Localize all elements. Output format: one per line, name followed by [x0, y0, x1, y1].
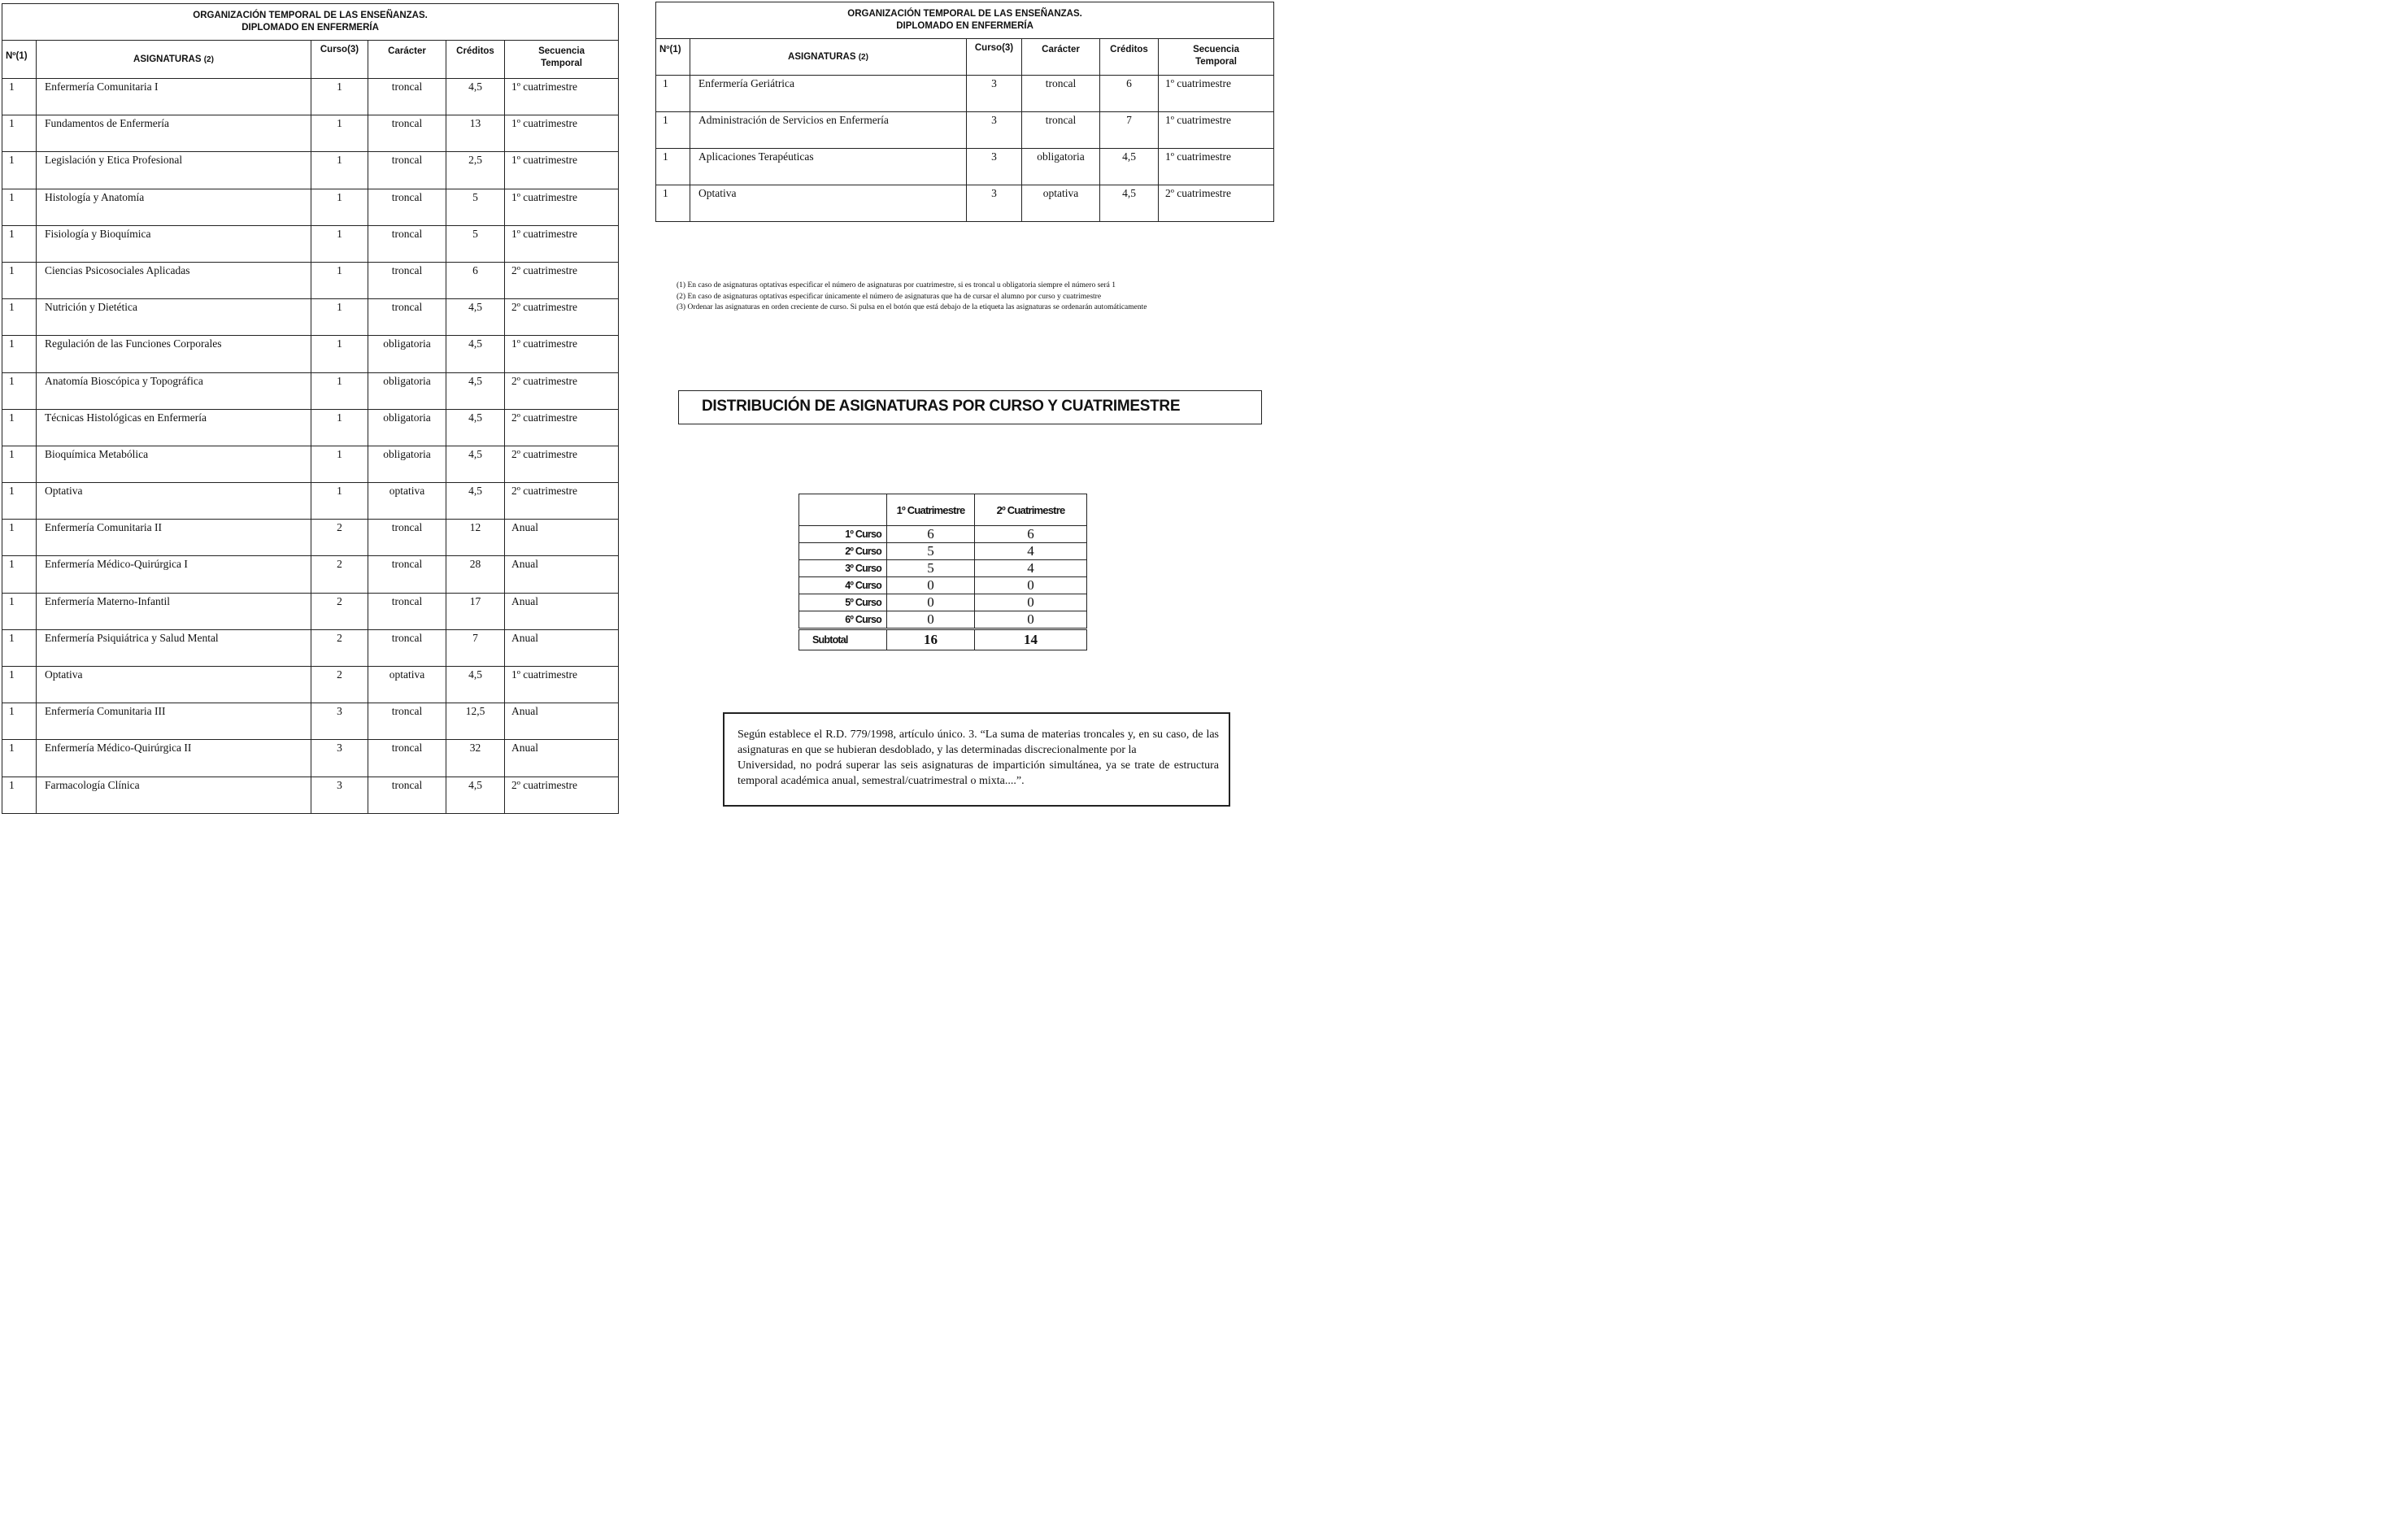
- table-row: [2, 79, 619, 115]
- quote-paragraph-1: Según establece el R.D. 779/1998, artículo único. 3. “La suma de materias troncales y, en su caso, de las asignaturas en que se hubieran desdoblado, y las determinadas discrecionalmente por la: [738, 729, 1219, 756]
- subject-type: troncal: [368, 556, 446, 593]
- credits: 13: [446, 115, 505, 152]
- footnote-1: (1) En caso de asignaturas optativas especificar el número de asignaturas por cuatrimestre, si es troncal u obligatoria siempre el número será 1: [677, 281, 1116, 289]
- course-year: 1: [311, 409, 368, 446]
- course-label: 1º Curso: [799, 526, 887, 543]
- course-year: 1: [311, 262, 368, 298]
- temporal-sequence: 2º cuatrimestre: [505, 446, 619, 482]
- header-secuencia: Secuencia Temporal: [1159, 39, 1274, 76]
- row-number: 1: [2, 409, 37, 446]
- table-row: [2, 483, 619, 520]
- subject-type: troncal: [1022, 112, 1100, 149]
- temporal-sequence: 1º cuatrimestre: [1159, 112, 1274, 149]
- course-year: 3: [967, 149, 1022, 185]
- temporal-sequence: 1º cuatrimestre: [505, 667, 619, 703]
- temporal-sequence: 1º cuatrimestre: [505, 336, 619, 372]
- table-row: [2, 740, 619, 777]
- row-number: 1: [2, 556, 37, 593]
- course-label: 2º Curso: [799, 543, 887, 560]
- row-number: 1: [2, 79, 37, 115]
- subject-type: obligatoria: [368, 372, 446, 409]
- distribution-title: DISTRIBUCIÓN DE ASIGNATURAS POR CURSO Y CUATRIMESTRE: [702, 398, 1181, 415]
- subject-type: obligatoria: [1022, 149, 1100, 185]
- subject-name: Optativa: [37, 483, 311, 520]
- course-year: 2: [311, 556, 368, 593]
- subject-type: optativa: [368, 483, 446, 520]
- subject-name: Histología y Anatomía: [37, 189, 311, 225]
- row-number: 1: [2, 629, 37, 666]
- credits: 5: [446, 189, 505, 225]
- table-row: [2, 409, 619, 446]
- legal-quote-box: [723, 712, 1230, 807]
- credits: 6: [446, 262, 505, 298]
- table-row: [2, 225, 619, 262]
- count-2-cuatrimestre: 0: [975, 577, 1087, 594]
- distribution-table: [798, 494, 1087, 650]
- temporal-sequence: Anual: [505, 629, 619, 666]
- subject-name: Anatomía Bioscópica y Topográfica: [37, 372, 311, 409]
- header-num: Nº(1): [2, 41, 37, 79]
- table-row: [2, 336, 619, 372]
- distribution-body: [799, 526, 1087, 629]
- temporal-sequence: Anual: [505, 703, 619, 740]
- table-title-line-2: DIPLOMADO EN ENFERMERÍA: [242, 23, 379, 33]
- course-year: 1: [311, 446, 368, 482]
- credits: 12: [446, 520, 505, 556]
- table-row: [656, 149, 1274, 185]
- temporal-sequence: 2º cuatrimestre: [505, 483, 619, 520]
- table-row: [2, 189, 619, 225]
- table-title-line-1: ORGANIZACIÓN TEMPORAL DE LAS ENSEÑANZAS.: [847, 9, 1082, 19]
- count-2-cuatrimestre: 0: [975, 594, 1087, 611]
- credits: 4,5: [1100, 185, 1159, 222]
- row-number: 1: [2, 225, 37, 262]
- distribution-corner: [799, 494, 887, 526]
- table-row: [2, 629, 619, 666]
- course-year: 3: [311, 777, 368, 813]
- temporal-sequence: 2º cuatrimestre: [505, 262, 619, 298]
- header-2-cuatrimestre: 2º Cuatrimestre: [975, 494, 1087, 526]
- subject-type: troncal: [368, 262, 446, 298]
- table-row: [2, 152, 619, 189]
- credits: 4,5: [446, 79, 505, 115]
- temporal-sequence: 2º cuatrimestre: [1159, 185, 1274, 222]
- subject-name: Ciencias Psicosociales Aplicadas: [37, 262, 311, 298]
- credits: 6: [1100, 76, 1159, 112]
- table-row: [2, 520, 619, 556]
- course-year: 1: [311, 189, 368, 225]
- subject-name: Enfermería Psiquiátrica y Salud Mental: [37, 629, 311, 666]
- course-label: 3º Curso: [799, 560, 887, 577]
- table-row: [2, 556, 619, 593]
- distribution-title-box: [678, 390, 1262, 424]
- credits: 2,5: [446, 152, 505, 189]
- temporal-sequence: 1º cuatrimestre: [505, 225, 619, 262]
- temporal-sequence: 1º cuatrimestre: [505, 115, 619, 152]
- subject-name: Técnicas Histológicas en Enfermería: [37, 409, 311, 446]
- credits: 4,5: [1100, 149, 1159, 185]
- temporal-sequence: 1º cuatrimestre: [505, 79, 619, 115]
- header-curso: Curso(3): [311, 41, 368, 79]
- row-number: 1: [2, 777, 37, 813]
- row-number: 1: [656, 185, 690, 222]
- count-1-cuatrimestre: 5: [887, 560, 975, 577]
- course-year: 1: [311, 115, 368, 152]
- header-1-cuatrimestre: 1º Cuatrimestre: [887, 494, 975, 526]
- subject-name: Farmacología Clínica: [37, 777, 311, 813]
- left-table-body: [2, 79, 619, 814]
- header-creditos: Créditos: [446, 41, 505, 79]
- count-2-cuatrimestre: 6: [975, 526, 1087, 543]
- course-year: 3: [967, 112, 1022, 149]
- row-number: 1: [2, 299, 37, 336]
- subject-type: troncal: [368, 115, 446, 152]
- count-1-cuatrimestre: 0: [887, 611, 975, 629]
- row-number: 1: [656, 112, 690, 149]
- subject-type: troncal: [368, 777, 446, 813]
- header-num: Nº(1): [656, 39, 690, 76]
- count-1-cuatrimestre: 6: [887, 526, 975, 543]
- table-row: [656, 112, 1274, 149]
- subject-name: Nutrición y Dietética: [37, 299, 311, 336]
- subject-name: Enfermería Comunitaria II: [37, 520, 311, 556]
- table-title-line-1: ORGANIZACIÓN TEMPORAL DE LAS ENSEÑANZAS.: [193, 11, 428, 20]
- temporal-sequence: 1º cuatrimestre: [505, 152, 619, 189]
- course-label: 4º Curso: [799, 577, 887, 594]
- right-table-body: [656, 76, 1274, 222]
- header-caracter: Carácter: [368, 41, 446, 79]
- header-asignaturas: ASIGNATURAS (2): [690, 39, 967, 76]
- subject-name: Fisiología y Bioquímica: [37, 225, 311, 262]
- table-row: [2, 115, 619, 152]
- row-number: 1: [2, 667, 37, 703]
- subject-name: Enfermería Médico-Quirúrgica I: [37, 556, 311, 593]
- subject-name: Enfermería Materno-Infantil: [37, 593, 311, 629]
- subtotal-label: Subtotal: [799, 629, 887, 650]
- header-asignaturas: ASIGNATURAS (2): [37, 41, 311, 79]
- subject-type: obligatoria: [368, 446, 446, 482]
- credits: 4,5: [446, 667, 505, 703]
- credits: 7: [1100, 112, 1159, 149]
- course-year: 1: [311, 483, 368, 520]
- course-label: 5º Curso: [799, 594, 887, 611]
- subject-name: Aplicaciones Terapéuticas: [690, 149, 967, 185]
- course-year: 2: [311, 520, 368, 556]
- row-number: 1: [2, 115, 37, 152]
- subtotal-row: [799, 629, 1087, 650]
- subtotal-1-cuatrimestre: 16: [887, 629, 975, 650]
- distribution-row: [799, 611, 1087, 629]
- table-row: [2, 446, 619, 482]
- subject-type: troncal: [368, 189, 446, 225]
- subject-type: troncal: [368, 593, 446, 629]
- right-organization-table: [655, 2, 1274, 222]
- credits: 4,5: [446, 446, 505, 482]
- credits: 4,5: [446, 299, 505, 336]
- subject-type: troncal: [368, 629, 446, 666]
- credits: 32: [446, 740, 505, 777]
- distribution-row: [799, 594, 1087, 611]
- count-1-cuatrimestre: 0: [887, 594, 975, 611]
- row-number: 1: [2, 446, 37, 482]
- temporal-sequence: 2º cuatrimestre: [505, 409, 619, 446]
- credits: 28: [446, 556, 505, 593]
- credits: 5: [446, 225, 505, 262]
- subject-type: troncal: [368, 152, 446, 189]
- subject-type: troncal: [368, 520, 446, 556]
- distribution-row: [799, 526, 1087, 543]
- subject-name: Enfermería Geriátrica: [690, 76, 967, 112]
- course-year: 1: [311, 372, 368, 409]
- row-number: 1: [2, 703, 37, 740]
- temporal-sequence: 2º cuatrimestre: [505, 372, 619, 409]
- temporal-sequence: 1º cuatrimestre: [505, 189, 619, 225]
- subject-type: troncal: [1022, 76, 1100, 112]
- subject-name: Bioquímica Metabólica: [37, 446, 311, 482]
- credits: 7: [446, 629, 505, 666]
- table-row: [2, 593, 619, 629]
- footnotes: [677, 281, 1262, 314]
- table-row: [2, 777, 619, 813]
- subject-name: Optativa: [37, 667, 311, 703]
- course-label: 6º Curso: [799, 611, 887, 629]
- table-row: [2, 703, 619, 740]
- course-year: 2: [311, 593, 368, 629]
- header-secuencia: Secuencia Temporal: [505, 41, 619, 79]
- subject-type: obligatoria: [368, 336, 446, 372]
- temporal-sequence: Anual: [505, 593, 619, 629]
- row-number: 1: [2, 740, 37, 777]
- table-title: [656, 2, 1274, 39]
- course-year: 1: [311, 225, 368, 262]
- course-year: 1: [311, 152, 368, 189]
- table-row: [656, 185, 1274, 222]
- subject-type: optativa: [1022, 185, 1100, 222]
- subject-type: obligatoria: [368, 409, 446, 446]
- temporal-sequence: Anual: [505, 556, 619, 593]
- credits: 4,5: [446, 409, 505, 446]
- left-organization-table: [2, 3, 619, 814]
- table-row: [2, 299, 619, 336]
- credits: 4,5: [446, 483, 505, 520]
- subject-type: troncal: [368, 299, 446, 336]
- footnote-2: (2) En caso de asignaturas optativas especificar únicamente el número de asignaturas que ha de cursar el alumno por curso y cuatrimestre: [677, 292, 1102, 301]
- table-title-line-2: DIPLOMADO EN ENFERMERÍA: [896, 21, 1033, 31]
- row-number: 1: [2, 262, 37, 298]
- row-number: 1: [2, 372, 37, 409]
- subject-type: troncal: [368, 740, 446, 777]
- row-number: 1: [656, 76, 690, 112]
- table-row: [2, 372, 619, 409]
- temporal-sequence: 2º cuatrimestre: [505, 299, 619, 336]
- subject-name: Enfermería Comunitaria III: [37, 703, 311, 740]
- distribution-row: [799, 543, 1087, 560]
- row-number: 1: [2, 189, 37, 225]
- count-2-cuatrimestre: 4: [975, 560, 1087, 577]
- course-year: 3: [311, 740, 368, 777]
- distribution-row: [799, 560, 1087, 577]
- credits: 4,5: [446, 336, 505, 372]
- subject-name: Administración de Servicios en Enfermería: [690, 112, 967, 149]
- count-1-cuatrimestre: 5: [887, 543, 975, 560]
- subject-name: Optativa: [690, 185, 967, 222]
- row-number: 1: [2, 593, 37, 629]
- table-row: [2, 667, 619, 703]
- header-curso: Curso(3): [967, 39, 1022, 76]
- footnote-3: (3) Ordenar las asignaturas en orden creciente de curso. Si pulsa en el botón que está debajo de la etiqueta las asignaturas se ordenarán automáticamente: [677, 303, 1147, 311]
- header-caracter: Carácter: [1022, 39, 1100, 76]
- count-2-cuatrimestre: 0: [975, 611, 1087, 629]
- row-number: 1: [2, 152, 37, 189]
- subject-name: Enfermería Comunitaria I: [37, 79, 311, 115]
- subject-name: Legislación y Etica Profesional: [37, 152, 311, 189]
- course-year: 3: [311, 703, 368, 740]
- distribution-row: [799, 577, 1087, 594]
- subject-type: troncal: [368, 703, 446, 740]
- temporal-sequence: 1º cuatrimestre: [1159, 76, 1274, 112]
- temporal-sequence: Anual: [505, 520, 619, 556]
- row-number: 1: [2, 520, 37, 556]
- credits: 4,5: [446, 777, 505, 813]
- course-year: 1: [311, 79, 368, 115]
- header-creditos: Créditos: [1100, 39, 1159, 76]
- count-1-cuatrimestre: 0: [887, 577, 975, 594]
- quote-paragraph-2: Universidad, no podrá superar las seis asignaturas de impartición simultánea, ya se trate de estructura temporal académica anual, semestral/cuatrimestral o mixta....”.: [738, 759, 1219, 787]
- credits: 12,5: [446, 703, 505, 740]
- temporal-sequence: Anual: [505, 740, 619, 777]
- subject-name: Regulación de las Funciones Corporales: [37, 336, 311, 372]
- course-year: 1: [311, 299, 368, 336]
- row-number: 1: [2, 336, 37, 372]
- course-year: 1: [311, 336, 368, 372]
- course-year: 2: [311, 667, 368, 703]
- row-number: 1: [2, 483, 37, 520]
- table-title: [2, 4, 619, 41]
- subject-type: troncal: [368, 225, 446, 262]
- subject-name: Fundamentos de Enfermería: [37, 115, 311, 152]
- course-year: 3: [967, 185, 1022, 222]
- credits: 17: [446, 593, 505, 629]
- subject-type: optativa: [368, 667, 446, 703]
- table-row: [656, 76, 1274, 112]
- subject-name: Enfermería Médico-Quirúrgica II: [37, 740, 311, 777]
- course-year: 3: [967, 76, 1022, 112]
- table-row: [2, 262, 619, 298]
- temporal-sequence: 1º cuatrimestre: [1159, 149, 1274, 185]
- credits: 4,5: [446, 372, 505, 409]
- subtotal-2-cuatrimestre: 14: [975, 629, 1087, 650]
- row-number: 1: [656, 149, 690, 185]
- temporal-sequence: 2º cuatrimestre: [505, 777, 619, 813]
- count-2-cuatrimestre: 4: [975, 543, 1087, 560]
- subject-type: troncal: [368, 79, 446, 115]
- course-year: 2: [311, 629, 368, 666]
